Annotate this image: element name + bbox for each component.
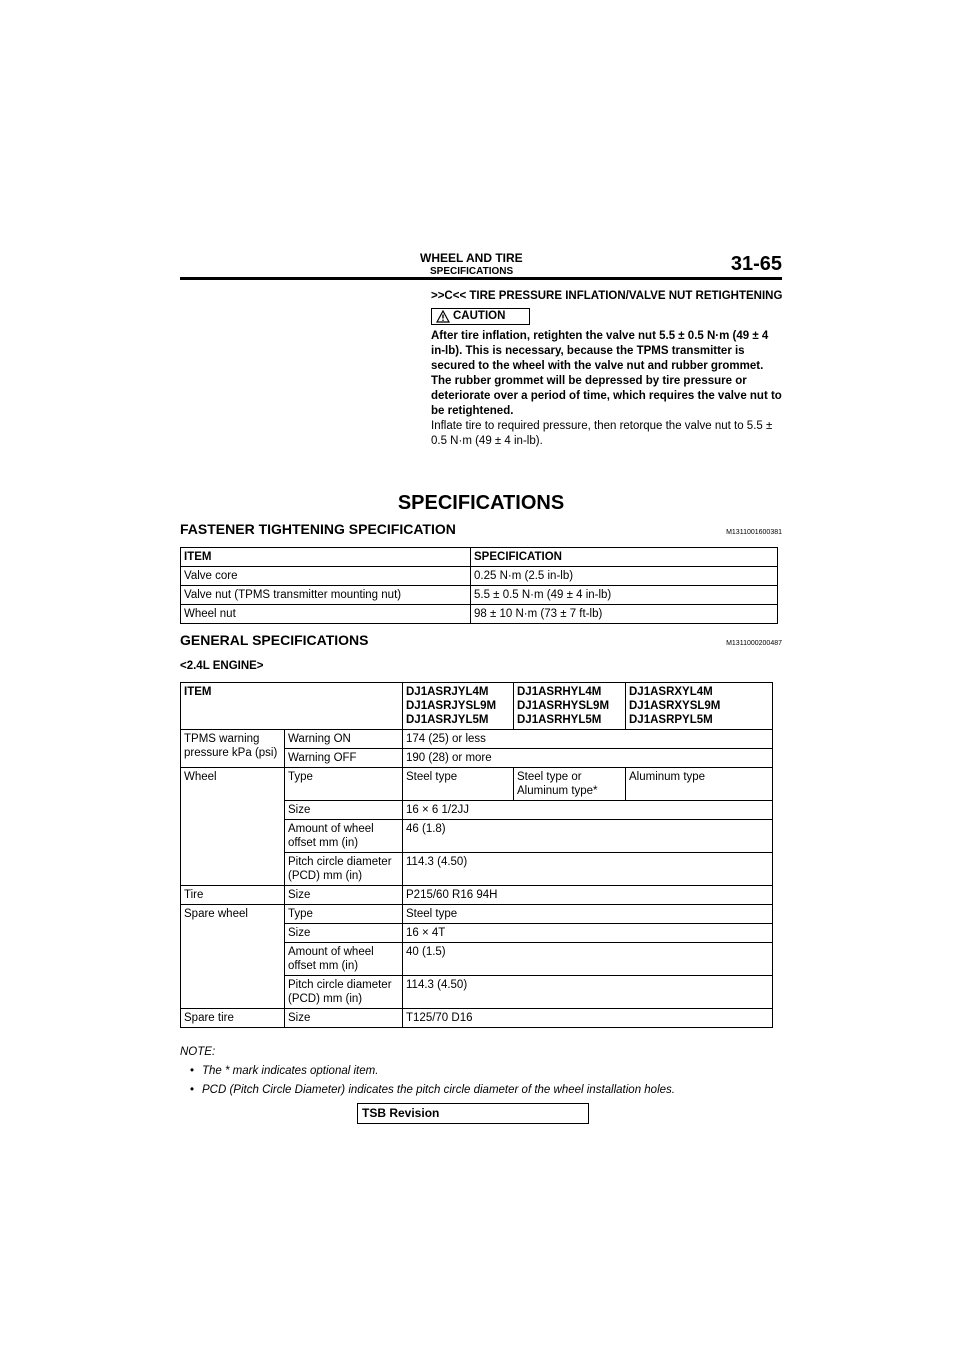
fastener-code: M1311001600381 <box>726 529 782 536</box>
table-cell: 40 (1.5) <box>403 943 773 976</box>
table-row <box>181 1009 773 1028</box>
general-section-title <box>180 632 782 648</box>
model-code: DJ1ASRHYL4M <box>517 686 602 698</box>
fastener-table <box>180 547 778 624</box>
col-spec-header: SPECIFICATION <box>471 548 778 567</box>
procedure-instruction: Inflate tire to required pressure, then retorque the valve nut to 5.5 ± 0.5 N·m (49 ± 4 in-lb). <box>431 420 773 447</box>
table-row <box>181 768 773 801</box>
tire-label: Tire <box>181 886 285 905</box>
list-item: • PCD (Pitch Circle Diameter) indicates the pitch circle diameter of the wheel installation holes. <box>202 1081 780 1100</box>
page-title: SPECIFICATIONS <box>397 492 565 514</box>
model-code: DJ1ASRHYL5M <box>517 714 602 726</box>
model-code: DJ1ASRJYL5M <box>406 714 489 726</box>
table-cell: Valve nut (TPMS transmitter mounting nut) <box>181 586 471 605</box>
general-code: M1311000200487 <box>726 640 782 647</box>
table-cell: Warning OFF <box>285 749 403 768</box>
table-cell: Steel type <box>403 768 514 801</box>
table-cell: Pitch circle diameter (PCD) mm (in) <box>285 853 403 886</box>
header-rule <box>180 277 782 280</box>
col-item-header: ITEM <box>181 548 471 567</box>
list-item: • The * mark indicates optional item. <box>202 1062 780 1081</box>
model-column <box>403 683 514 730</box>
table-cell: Size <box>285 1009 403 1028</box>
section-title: WHEEL AND TIRE <box>420 251 523 265</box>
page-number: 31-65 <box>730 253 782 275</box>
table-cell: Size <box>285 886 403 905</box>
table-cell: Amount of wheel offset mm (in) <box>285 820 403 853</box>
model-code: DJ1ASRJYSL9M <box>406 700 497 712</box>
table-row <box>181 730 773 749</box>
table-header-row <box>181 548 778 567</box>
model-code: DJ1ASRPYL5M <box>629 714 713 726</box>
table-cell: 98 ± 10 N·m (73 ± 7 ft-lb) <box>471 605 778 624</box>
fastener-section-title <box>180 521 782 537</box>
table-cell: 16 × 6 1/2JJ <box>403 801 773 820</box>
fastener-title: FASTENER TIGHTENING SPECIFICATION <box>180 521 456 537</box>
wheel-label: Wheel <box>181 768 285 886</box>
model-column <box>626 683 773 730</box>
table-cell: 190 (28) or more <box>403 749 773 768</box>
general-spec-table <box>180 682 773 1028</box>
table-cell: Pitch circle diameter (PCD) mm (in) <box>285 976 403 1009</box>
caution-box <box>431 308 530 325</box>
procedure-block <box>431 289 783 449</box>
table-cell: 16 × 4T <box>403 924 773 943</box>
model-code: DJ1ASRJYL4M <box>406 686 489 698</box>
general-title: GENERAL SPECIFICATIONS <box>180 632 369 648</box>
table-cell: 114.3 (4.50) <box>403 976 773 1009</box>
warning-icon <box>436 310 450 323</box>
table-cell: Wheel nut <box>181 605 471 624</box>
table-cell: 174 (25) or less <box>403 730 773 749</box>
table-header-row <box>181 683 773 730</box>
engine-label: <2.4L ENGINE> <box>180 660 264 672</box>
table-cell: T125/70 D16 <box>403 1009 773 1028</box>
table-cell: 0.25 N·m (2.5 in-lb) <box>471 567 778 586</box>
table-cell: Warning ON <box>285 730 403 749</box>
table-cell: Size <box>285 924 403 943</box>
table-row <box>181 567 778 586</box>
col-item-header: ITEM <box>181 683 403 730</box>
model-column <box>514 683 626 730</box>
table-cell: Amount of wheel offset mm (in) <box>285 943 403 976</box>
procedure-title: >>C<< TIRE PRESSURE INFLATION/VALVE NUT RETIGHTENING <box>431 290 783 302</box>
table-row <box>181 886 773 905</box>
model-code: DJ1ASRHYSL9M <box>517 700 610 712</box>
spare-wheel-label: Spare wheel <box>181 905 285 1009</box>
model-code: DJ1ASRXYL4M <box>629 686 713 698</box>
note-label: NOTE: <box>180 1046 216 1058</box>
model-code: DJ1ASRXYSL9M <box>629 700 721 712</box>
note-block <box>180 1043 780 1100</box>
table-cell: P215/60 R16 94H <box>403 886 773 905</box>
caution-text: After tire inflation, retighten the valve nut 5.5 ± 0.5 N·m (49 ± 4 in-lb). This is necessary, because the TPMS transmitter is secured to the wheel with the valve nut and rubber grommet. The rubber grommet will be depressed by tire pressure or deteriorate over a period of time, which requires the valve nut to be retightened. <box>431 330 782 417</box>
spare-tire-label: Spare tire <box>181 1009 285 1028</box>
table-cell: 114.3 (4.50) <box>403 853 773 886</box>
table-cell: 46 (1.8) <box>403 820 773 853</box>
table-cell: Size <box>285 801 403 820</box>
table-row <box>181 586 778 605</box>
table-cell: Type <box>285 905 403 924</box>
table-cell: 5.5 ± 0.5 N·m (49 ± 4 in-lb) <box>471 586 778 605</box>
table-cell: Aluminum type <box>626 768 773 801</box>
table-row <box>181 905 773 924</box>
table-row <box>181 605 778 624</box>
table-cell: Steel type or Aluminum type* <box>514 768 626 801</box>
note-list <box>180 1062 780 1100</box>
tsb-revision-box: TSB Revision <box>357 1103 589 1124</box>
tpms-label: TPMS warning pressure kPa (psi) <box>181 730 285 768</box>
table-cell: Valve core <box>181 567 471 586</box>
caution-label: CAUTION <box>453 310 506 322</box>
subsection-title: SPECIFICATIONS <box>430 266 514 277</box>
table-cell: Type <box>285 768 403 801</box>
table-cell: Steel type <box>403 905 773 924</box>
